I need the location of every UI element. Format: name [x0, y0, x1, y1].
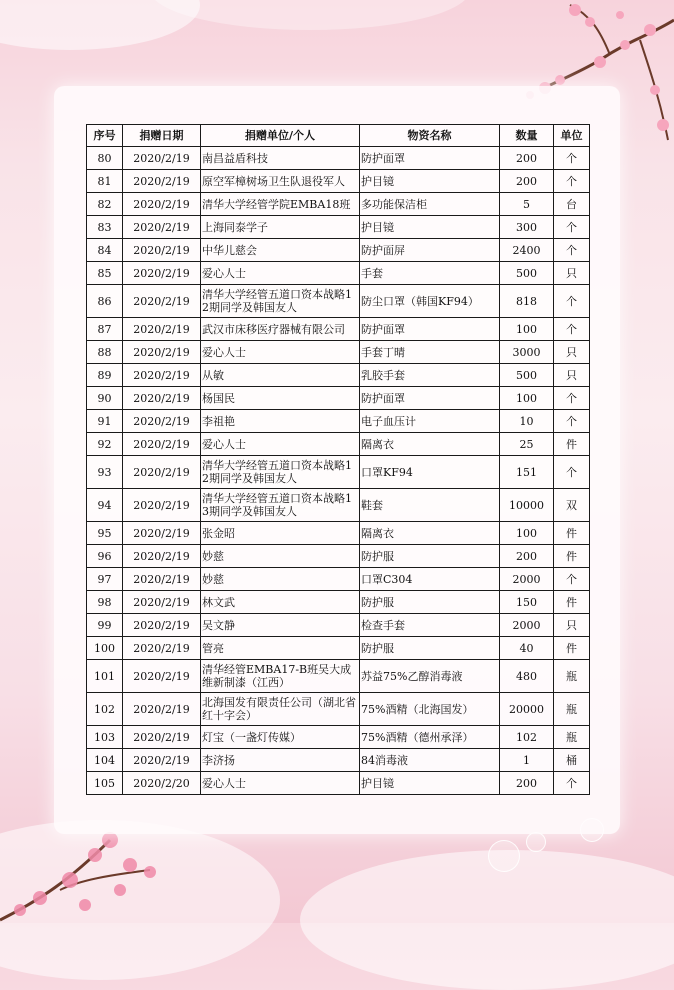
- cell-unit: 个: [554, 772, 590, 795]
- cell-item: 护目镜: [360, 772, 500, 795]
- cell-donor: 南昌益盾科技: [201, 147, 360, 170]
- cell-seq: 103: [87, 726, 123, 749]
- table-row: [87, 285, 590, 318]
- cell-unit: 个: [554, 456, 590, 489]
- table-row: [87, 489, 590, 522]
- cell-unit: 件: [554, 545, 590, 568]
- cell-donor: 爱心人士: [201, 341, 360, 364]
- table-row: [87, 614, 590, 637]
- cell-date: 2020/2/19: [123, 410, 201, 433]
- cell-seq: 86: [87, 285, 123, 318]
- cell-date: 2020/2/19: [123, 489, 201, 522]
- table-row: [87, 568, 590, 591]
- cell-unit: 件: [554, 522, 590, 545]
- cell-donor: 清华大学经管五道口资本战略12期同学及韩国友人: [201, 285, 360, 318]
- cell-donor: 管亮: [201, 637, 360, 660]
- cell-date: 2020/2/19: [123, 660, 201, 693]
- cell-qty: 200: [500, 545, 554, 568]
- cell-seq: 93: [87, 456, 123, 489]
- cell-item: 隔离衣: [360, 433, 500, 456]
- cell-qty: 102: [500, 726, 554, 749]
- table-row: [87, 637, 590, 660]
- cell-item: 防护服: [360, 637, 500, 660]
- cell-qty: 200: [500, 772, 554, 795]
- cell-date: 2020/2/19: [123, 193, 201, 216]
- cell-donor: 清华大学经管五道口资本战略13期同学及韩国友人: [201, 489, 360, 522]
- cell-donor: 爱心人士: [201, 262, 360, 285]
- cell-item: 手套: [360, 262, 500, 285]
- cell-seq: 100: [87, 637, 123, 660]
- cell-qty: 818: [500, 285, 554, 318]
- cell-seq: 102: [87, 693, 123, 726]
- table-row: [87, 591, 590, 614]
- cell-qty: 150: [500, 591, 554, 614]
- cell-donor: 武汉市床移医疗器械有限公司: [201, 318, 360, 341]
- cell-date: 2020/2/19: [123, 216, 201, 239]
- cell-date: 2020/2/19: [123, 637, 201, 660]
- cell-item: 电子血压计: [360, 410, 500, 433]
- cell-date: 2020/2/19: [123, 545, 201, 568]
- cell-item: 口罩KF94: [360, 456, 500, 489]
- cell-seq: 104: [87, 749, 123, 772]
- table-row: [87, 433, 590, 456]
- cell-qty: 20000: [500, 693, 554, 726]
- cell-item: 护目镜: [360, 216, 500, 239]
- cell-donor: 林文武: [201, 591, 360, 614]
- cell-unit: 个: [554, 239, 590, 262]
- cell-donor: 上海同泰学子: [201, 216, 360, 239]
- cell-qty: 2000: [500, 568, 554, 591]
- cell-donor: 杨国民: [201, 387, 360, 410]
- cell-unit: 个: [554, 285, 590, 318]
- cell-item: 护目镜: [360, 170, 500, 193]
- cell-item: 口罩C304: [360, 568, 500, 591]
- header-date: 捐赠日期: [123, 125, 201, 147]
- cell-donor: 李祖艳: [201, 410, 360, 433]
- cell-date: 2020/2/19: [123, 726, 201, 749]
- cell-qty: 40: [500, 637, 554, 660]
- cell-date: 2020/2/19: [123, 341, 201, 364]
- background-cloud: [300, 850, 674, 990]
- cell-item: 乳胶手套: [360, 364, 500, 387]
- cell-item: 防护面罩: [360, 387, 500, 410]
- cell-unit: 件: [554, 637, 590, 660]
- header-unit: 单位: [554, 125, 590, 147]
- cell-seq: 84: [87, 239, 123, 262]
- background-cloud: [150, 0, 470, 30]
- cell-seq: 83: [87, 216, 123, 239]
- cell-date: 2020/2/19: [123, 693, 201, 726]
- header-item: 物资名称: [360, 125, 500, 147]
- table-row: [87, 660, 590, 693]
- cell-item: 检查手套: [360, 614, 500, 637]
- cell-qty: 1: [500, 749, 554, 772]
- table-row: [87, 545, 590, 568]
- header-qty: 数量: [500, 125, 554, 147]
- decorative-bubble-icon: [488, 840, 520, 872]
- cell-seq: 87: [87, 318, 123, 341]
- cell-donor: 清华经管EMBA17-B班吴大成维新制漆（江西）: [201, 660, 360, 693]
- cell-donor: 吴文静: [201, 614, 360, 637]
- cell-item: 鞋套: [360, 489, 500, 522]
- donation-table: [86, 124, 590, 795]
- table-row: [87, 456, 590, 489]
- cell-qty: 3000: [500, 341, 554, 364]
- cell-donor: 清华大学经管五道口资本战略12期同学及韩国友人: [201, 456, 360, 489]
- cell-date: 2020/2/19: [123, 147, 201, 170]
- cell-item: 防护服: [360, 591, 500, 614]
- cell-qty: 200: [500, 147, 554, 170]
- cell-seq: 91: [87, 410, 123, 433]
- cell-unit: 只: [554, 614, 590, 637]
- cell-donor: 从敏: [201, 364, 360, 387]
- cell-qty: 5: [500, 193, 554, 216]
- cell-unit: 个: [554, 170, 590, 193]
- cell-date: 2020/2/19: [123, 614, 201, 637]
- cell-seq: 99: [87, 614, 123, 637]
- cell-unit: 只: [554, 262, 590, 285]
- cell-seq: 96: [87, 545, 123, 568]
- cell-unit: 瓶: [554, 726, 590, 749]
- cell-unit: 只: [554, 341, 590, 364]
- cell-unit: 台: [554, 193, 590, 216]
- cell-unit: 个: [554, 318, 590, 341]
- cell-qty: 100: [500, 318, 554, 341]
- cell-donor: 清华大学经管学院EMBA18班: [201, 193, 360, 216]
- cell-unit: 个: [554, 147, 590, 170]
- cell-qty: 2000: [500, 614, 554, 637]
- cell-seq: 82: [87, 193, 123, 216]
- cell-date: 2020/2/19: [123, 568, 201, 591]
- cell-seq: 88: [87, 341, 123, 364]
- cell-item: 手套丁晴: [360, 341, 500, 364]
- cell-seq: 95: [87, 522, 123, 545]
- cell-seq: 85: [87, 262, 123, 285]
- cell-donor: 妙慈: [201, 568, 360, 591]
- cell-qty: 500: [500, 262, 554, 285]
- cell-qty: 300: [500, 216, 554, 239]
- cell-unit: 个: [554, 216, 590, 239]
- cell-date: 2020/2/19: [123, 170, 201, 193]
- cell-unit: 个: [554, 568, 590, 591]
- cell-date: 2020/2/19: [123, 749, 201, 772]
- cell-item: 75%酒精（北海国发）: [360, 693, 500, 726]
- cell-date: 2020/2/20: [123, 772, 201, 795]
- cell-date: 2020/2/19: [123, 239, 201, 262]
- cell-date: 2020/2/19: [123, 456, 201, 489]
- table-header-row: [87, 125, 590, 147]
- cell-seq: 101: [87, 660, 123, 693]
- cell-item: 防护面屏: [360, 239, 500, 262]
- cell-seq: 80: [87, 147, 123, 170]
- header-donor: 捐赠单位/个人: [201, 125, 360, 147]
- cell-unit: 瓶: [554, 693, 590, 726]
- cell-donor: 灯宝（一盏灯传媒）: [201, 726, 360, 749]
- cell-qty: 151: [500, 456, 554, 489]
- cell-date: 2020/2/19: [123, 591, 201, 614]
- cell-qty: 10000: [500, 489, 554, 522]
- table-row: [87, 522, 590, 545]
- cell-donor: 张金昭: [201, 522, 360, 545]
- decorative-bubble-icon: [526, 832, 546, 852]
- cell-donor: 中华儿慈会: [201, 239, 360, 262]
- cell-item: 多功能保洁柜: [360, 193, 500, 216]
- cell-seq: 105: [87, 772, 123, 795]
- cell-date: 2020/2/19: [123, 285, 201, 318]
- cell-date: 2020/2/19: [123, 364, 201, 387]
- cell-qty: 100: [500, 522, 554, 545]
- cell-unit: 件: [554, 591, 590, 614]
- table-row: [87, 318, 590, 341]
- cell-donor: 北海国发有限责任公司（湖北省红十字会）: [201, 693, 360, 726]
- table-row: [87, 772, 590, 795]
- table-row: [87, 239, 590, 262]
- cell-date: 2020/2/19: [123, 433, 201, 456]
- cell-qty: 100: [500, 387, 554, 410]
- cell-unit: 双: [554, 489, 590, 522]
- cell-item: 苏益75%乙醇消毒液: [360, 660, 500, 693]
- header-seq: 序号: [87, 125, 123, 147]
- cell-qty: 25: [500, 433, 554, 456]
- cell-qty: 2400: [500, 239, 554, 262]
- cell-qty: 480: [500, 660, 554, 693]
- cell-seq: 89: [87, 364, 123, 387]
- table-row: [87, 726, 590, 749]
- cell-unit: 只: [554, 364, 590, 387]
- table-row: [87, 693, 590, 726]
- cell-seq: 81: [87, 170, 123, 193]
- cell-unit: 个: [554, 387, 590, 410]
- table-row: [87, 387, 590, 410]
- cell-donor: 妙慈: [201, 545, 360, 568]
- cell-seq: 98: [87, 591, 123, 614]
- cell-qty: 500: [500, 364, 554, 387]
- cell-seq: 90: [87, 387, 123, 410]
- cell-donor: 爱心人士: [201, 433, 360, 456]
- cell-seq: 94: [87, 489, 123, 522]
- table-row: [87, 364, 590, 387]
- cell-qty: 10: [500, 410, 554, 433]
- cell-item: 防护面罩: [360, 147, 500, 170]
- cell-item: 隔离衣: [360, 522, 500, 545]
- table-row: [87, 193, 590, 216]
- cell-item: 84消毒液: [360, 749, 500, 772]
- cell-unit: 个: [554, 410, 590, 433]
- cell-date: 2020/2/19: [123, 318, 201, 341]
- cell-item: 防护面罩: [360, 318, 500, 341]
- cell-item: 75%酒精（德州承泽）: [360, 726, 500, 749]
- cell-donor: 爱心人士: [201, 772, 360, 795]
- cell-item: 防护服: [360, 545, 500, 568]
- cell-seq: 92: [87, 433, 123, 456]
- cell-seq: 97: [87, 568, 123, 591]
- cell-donor: 原空军樟树场卫生队退役军人: [201, 170, 360, 193]
- table-row: [87, 170, 590, 193]
- cell-unit: 瓶: [554, 660, 590, 693]
- table-row: [87, 147, 590, 170]
- table-row: [87, 262, 590, 285]
- table-row: [87, 216, 590, 239]
- table-row: [87, 749, 590, 772]
- cell-qty: 200: [500, 170, 554, 193]
- table-row: [87, 410, 590, 433]
- cell-unit: 件: [554, 433, 590, 456]
- table-row: [87, 341, 590, 364]
- cell-item: 防尘口罩（韩国KF94）: [360, 285, 500, 318]
- cell-unit: 桶: [554, 749, 590, 772]
- cell-date: 2020/2/19: [123, 262, 201, 285]
- cell-date: 2020/2/19: [123, 522, 201, 545]
- cell-date: 2020/2/19: [123, 387, 201, 410]
- cell-donor: 李济扬: [201, 749, 360, 772]
